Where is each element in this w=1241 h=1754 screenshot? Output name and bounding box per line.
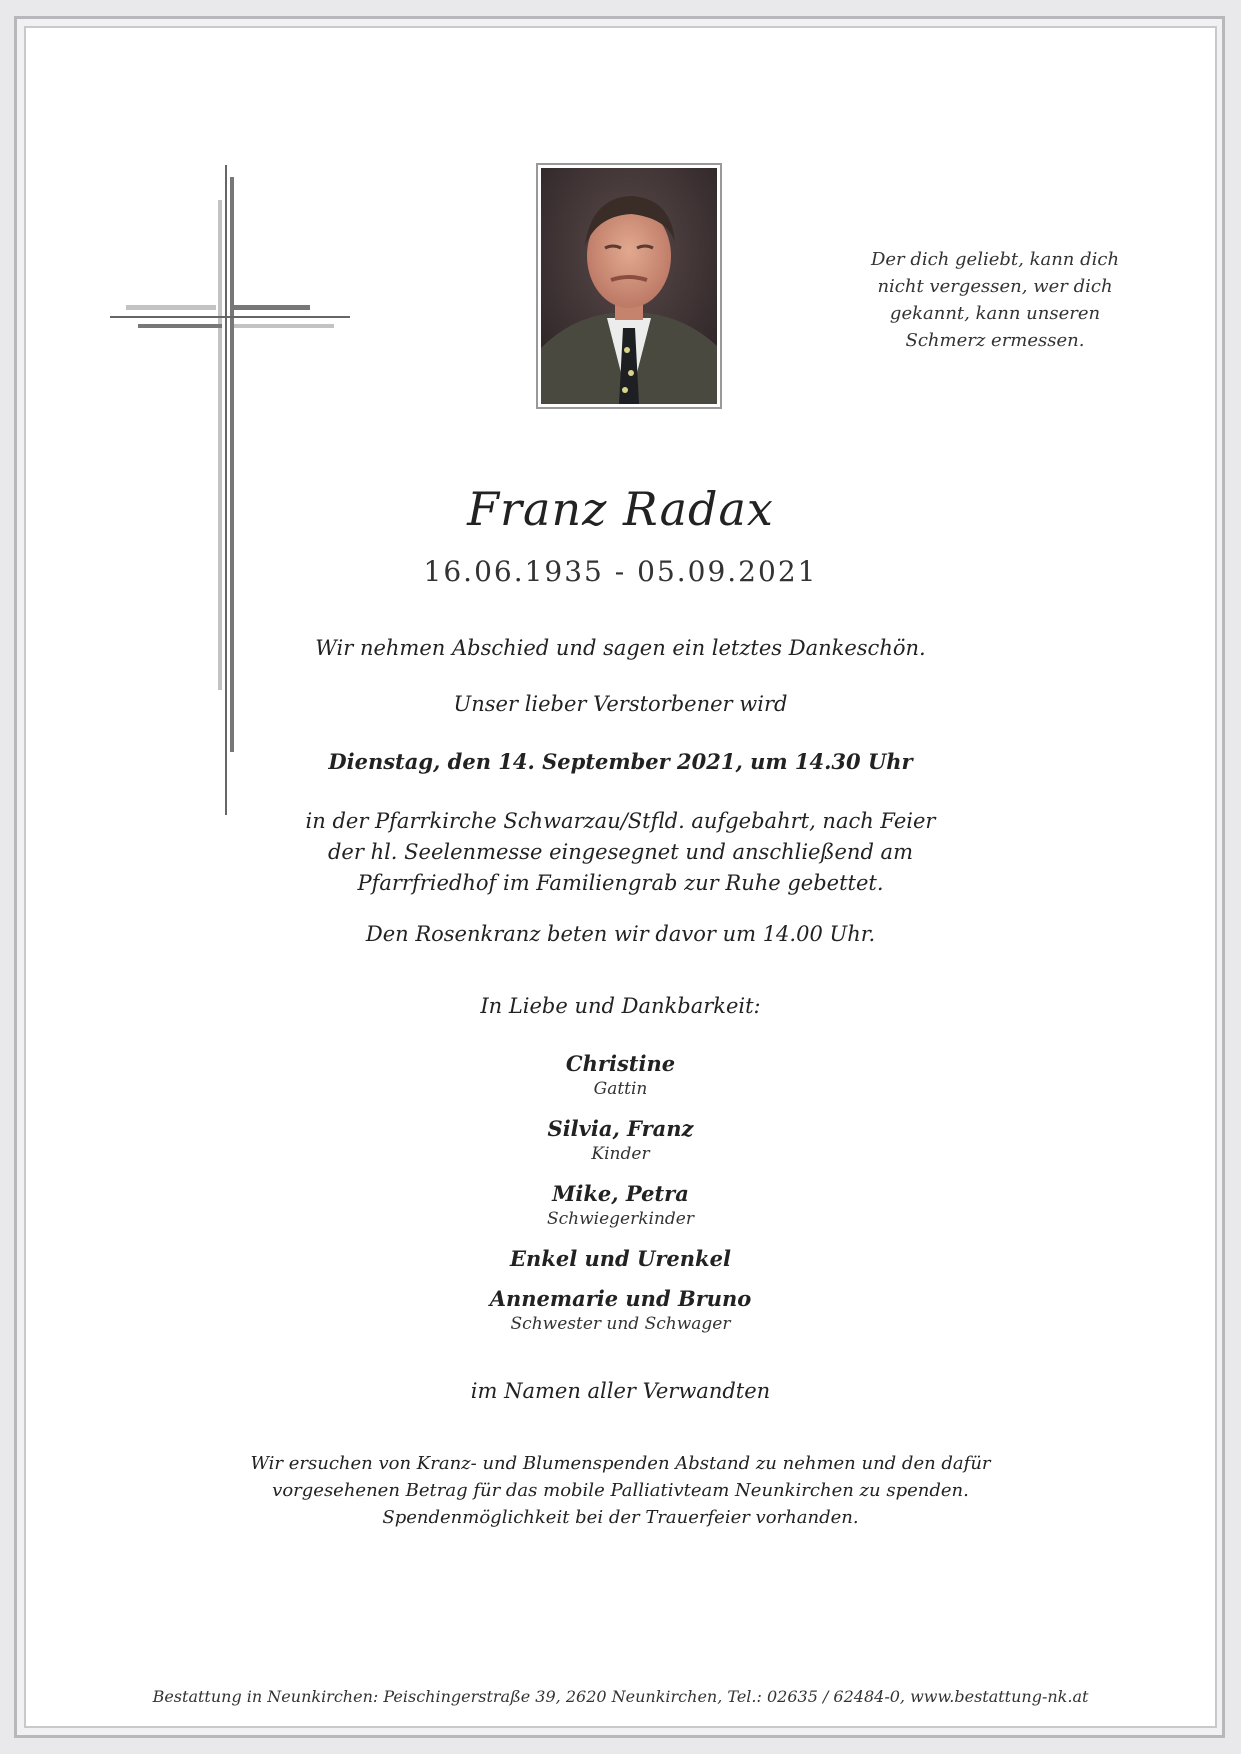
mourner-name: Mike, Petra <box>552 1181 689 1206</box>
donation-note <box>0 1450 1241 1531</box>
place-line: Pfarrfriedhof im Familiengrab zur Ruhe gebettet. <box>357 871 884 895</box>
donation-line: Wir ersuchen von Kranz- und Blumenspenden Abstand zu nehmen und den dafür <box>250 1453 991 1474</box>
funeral-home-footer: Bestattung in Neunkirchen: Peischingerstraße 39, 2620 Neunkirchen, Tel.: 02635 / 62484-0, www.bestattung-nk.at <box>152 1687 1089 1706</box>
life-dates: 16.06.1935 - 05.09.2021 <box>423 555 818 588</box>
farewell-text: Wir nehmen Abschied und sagen ein letztes Dankeschön. <box>315 636 926 660</box>
deceased-name: Franz Radax <box>467 482 774 536</box>
donation-line: vorgesehenen Betrag für das mobile Palliativteam Neunkirchen zu spenden. <box>272 1480 969 1501</box>
portrait-image <box>541 168 717 404</box>
mourner-relation: Gattin <box>593 1079 648 1099</box>
mourners-list <box>0 1050 1241 1350</box>
ceremony-datetime: Dienstag, den 14. September 2021, um 14.30 Uhr <box>328 749 913 774</box>
ceremony-place <box>0 806 1241 899</box>
intro-text: Unser lieber Verstorbener wird <box>453 692 788 716</box>
quote-line: gekannt, kann unseren <box>889 303 1101 324</box>
quote-line: Schmerz ermessen. <box>905 330 1085 351</box>
mourner-relation: Schwester und Schwager <box>510 1314 731 1334</box>
donation-line: Spendenmöglichkeit bei der Trauerfeier vorhanden. <box>382 1507 859 1528</box>
quote-line: Der dich geliebt, kann dich <box>870 249 1120 270</box>
mourner-name: Enkel und Urenkel <box>510 1246 731 1271</box>
place-line: in der Pfarrkirche Schwarzau/Stfld. aufgebahrt, nach Feier <box>305 809 936 833</box>
love-gratitude-text: In Liebe und Dankbarkeit: <box>480 994 761 1018</box>
quote-line: nicht vergessen, wer dich <box>877 276 1113 297</box>
memorial-quote <box>840 246 1150 354</box>
relatives-text: im Namen aller Verwandten <box>470 1379 771 1403</box>
mourner-name: Silvia, Franz <box>547 1116 694 1141</box>
mourner-relation: Schwiegerkinder <box>547 1209 694 1229</box>
mourner-name: Christine <box>565 1051 676 1076</box>
mourner-relation: Kinder <box>591 1144 650 1164</box>
mourner-name: Annemarie und Bruno <box>489 1286 752 1311</box>
place-line: der hl. Seelenmesse eingesegnet und anschließend am <box>327 840 913 864</box>
rosary-text: Den Rosenkranz beten wir davor um 14.00 Uhr. <box>365 922 876 946</box>
portrait-photo <box>536 163 722 409</box>
